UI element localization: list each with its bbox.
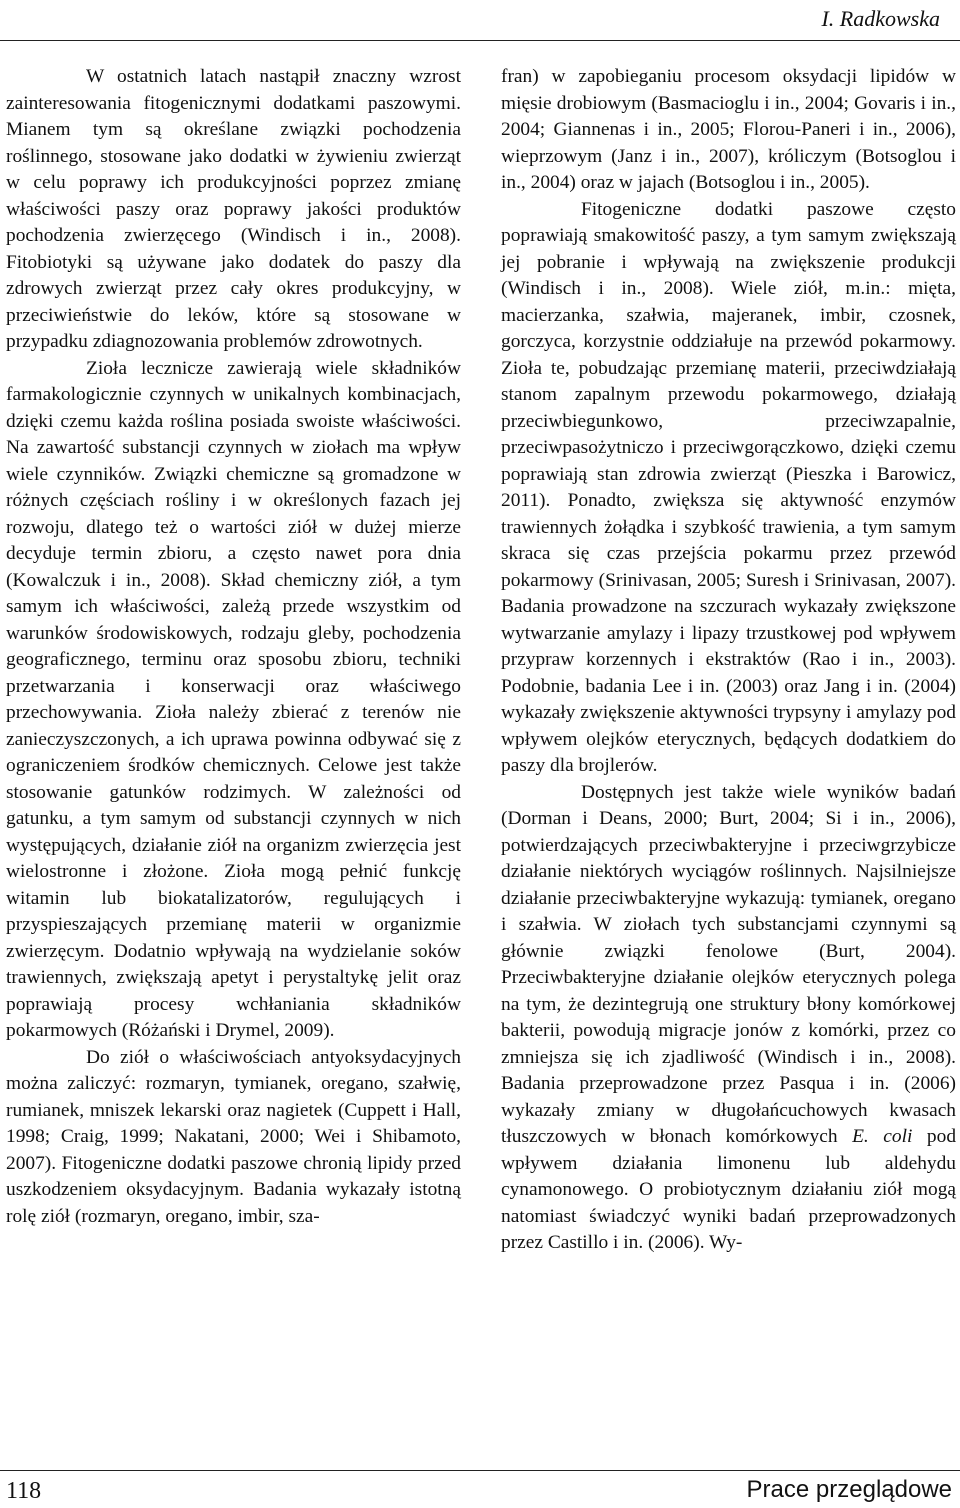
paragraph-text: pod wpływem działania limonenu lub aldehydu cynamonowego. O probiotycznym działaniu ziół mogą natomiast świadczyć wyniki badań przeprowadzonych przez Castillo i in. (2006). Wy- xyxy=(501,1126,957,1253)
paragraph: W ostatnich latach nastąpił znaczny wzrost zainteresowania fitogenicznymi dodatkami paszowymi. Mianem tym są określane związki pochodzenia roślinnego, stosowane jako dodatki w żywieniu zwierząt w celu poprawy ich produkcyjności poprzez zmianę właściwości paszy oraz poprawy jakości produktów pochodzenia zwierzęcego (Windisch i in., 2008). Fitobiotyki są używane jako dodatek do paszy dla zdrowych zwierząt przez cały okres produkcyjny, w przeciwieństwie do leków, które są stosowane w przypadku zdiagnozowania problemów zdrowotnych. xyxy=(6,66,461,352)
paragraph: Do ziół o właściwościach antyoksydacyjnych można zaliczyć: rozmaryn, tymianek, oregano, szałwię, rumianek, mniszek lekarski oraz nagietek (Cuppett i Hall, 1998; Craig, 1999; Nakatani, 2000; Wei i Shibamoto, 2007). Fitogeniczne dodatki paszowe chronią lipidy przed uszkodzeniem oksydacyjnym. Badania wykazały istotną rolę ziół (rozmaryn, oregano, imbir, sza- xyxy=(6,1046,461,1227)
page-header xyxy=(0,0,960,40)
paragraph-text: Dostępnych jest także wiele wyników badań (Dorman i Deans, 2000; Burt, 2004; Si i in., 2006), potwierdzających przeciwbakteryjne i przeciwgrzybicze działanie niektórych wyciągów roślinnych. Najsilniejsze działanie przeciwbakteryjne wykazują: tymianek, oregano i szałwia. W ziołach tych substancjami czynnymi są głównie związki fenolowe (Burt, 2004). Przeciwbakteryjne działanie olejków eterycznych polega na tym, że dezintegrują one struktury błony komórkowej bakterii, powodują migracje jonów z komórki, przez co zmniejsza się ich zjadliwość (Windisch i in., 2008). Badania przeprowadzone przez Pasqua i in. (2006) wykazały zmiany w długołańcuchowych kwasach tłuszczowych w błonach komórkowych xyxy=(501,781,956,1147)
paragraph: Zioła lecznicze zawierają wiele składników farmakologicznie czynnych w unikalnych kombinacjach, dzięki czemu każda roślina posiada swoiste właściwości. Na zawartość substancji czynnych w ziołach ma wpływ wiele czynników. Związki chemiczne są gromadzone w różnych częściach rośliny i w określonych fazach jej rozwoju, dlatego też o wartości ziół w dużej mierze decyduje termin zbioru, a często nawet pora dnia (Kowalczuk i in., 2008). Skład chemiczny ziół, a tym samym ich właściwości, zależą przede wszystkim od warunków środowiskowych, rodzaju gleby, pochodzenia geograficznego, terminu oraz sposobu zbioru, techniki przetwarzania i konserwacji oraz właściwego przechowywania. Zioła należy zbierać z terenów nie zanieczyszczonych, a ich uprawa powinna odbywać się z ograniczeniem środków chemicznych. Celowe jest także stosowanie gatunków rodzimych. W zależności od gatunku, a tym samym od substancji czynnych w nich występujących, działanie ziół na organizm zwierzęcia jest wielostronne i złożone. Zioła mogą pełnić funkcję witamin lub biokatalizatorów, regulujących i przyspieszających przemianę materii w organizmie zwierzęcym. Dodatnio wpływają na wydzielanie soków trawiennych, zwiększają apetyt i perystaltykę jelit oraz poprawiają procesy wchłaniania składników pokarmowych (Różański i Drymel, 2009). xyxy=(6,357,461,1041)
species-name: E. coli xyxy=(852,1126,913,1147)
running-author: I. Radkowska xyxy=(821,6,940,31)
right-column xyxy=(501,64,956,1257)
paragraph-continued: fran) w zapobieganiu procesom oksydacji lipidów w mięsie drobiowym (Basmacioglu i in., 2004; Govaris i in., 2004; Giannenas i in., 2005; Florou-Paneri i in., 2006), wieprzowym (Janz i in., 2007), króliczym (Botsoglou i in., 2004) oraz w jajach (Botsoglou i in., 2005). xyxy=(501,66,956,193)
page-number: 118 xyxy=(6,1478,42,1504)
footer-rule xyxy=(0,1470,960,1471)
page-footer xyxy=(0,1470,960,1508)
paragraph xyxy=(501,780,956,1257)
left-column xyxy=(6,64,461,1230)
paragraph: Fitogeniczne dodatki paszowe często poprawiają smakowitość paszy, a tym samym zwiększają jej pobranie i wpływają na zwiększenie produkcji (Windisch i in., 2008). Wiele ziół, m.in.: mięta, macierzanka, szałwia, majeranek, imbir, czosnek, gorczyca, korzystnie oddziałuje na przewód pokarmowy. Zioła te, pobudzając przemianę materii, przeciwdziałają stanom zapalnym przewodu pokarmowego, działają przeciwbiegunkowo, przeciwzapalnie, przeciwpasożytniczo i przeciwgorączkowo, dzięki czemu poprawiają stan zdrowia zwierząt (Pieszka i Barowicz, 2011). Ponadto, zwiększa się aktywność enzymów trawiennych żołądka i szybkość trawienia, a tym samym skraca się czas przejścia pokarmu przez przewód pokarmowy (Srinivasan, 2005; Suresh i Srinivasan, 2007). Badania prowadzone na szczurach wykazały zwiększone wytwarzanie amylazy i lipazy trzustkowej pod wpływem przypraw korzennych i ekstraktów (Rao i in., 2003). Podobnie, badania Lee i in. (2003) oraz Jang i in. (2004) wykazały zwiększenie aktywności trypsyny i amylazy pod wpływem olejków eterycznych, będących dodatkiem do paszy dla brojlerów. xyxy=(501,198,956,776)
header-rule xyxy=(0,40,960,41)
journal-section: Prace przeglądowe xyxy=(746,1476,952,1503)
